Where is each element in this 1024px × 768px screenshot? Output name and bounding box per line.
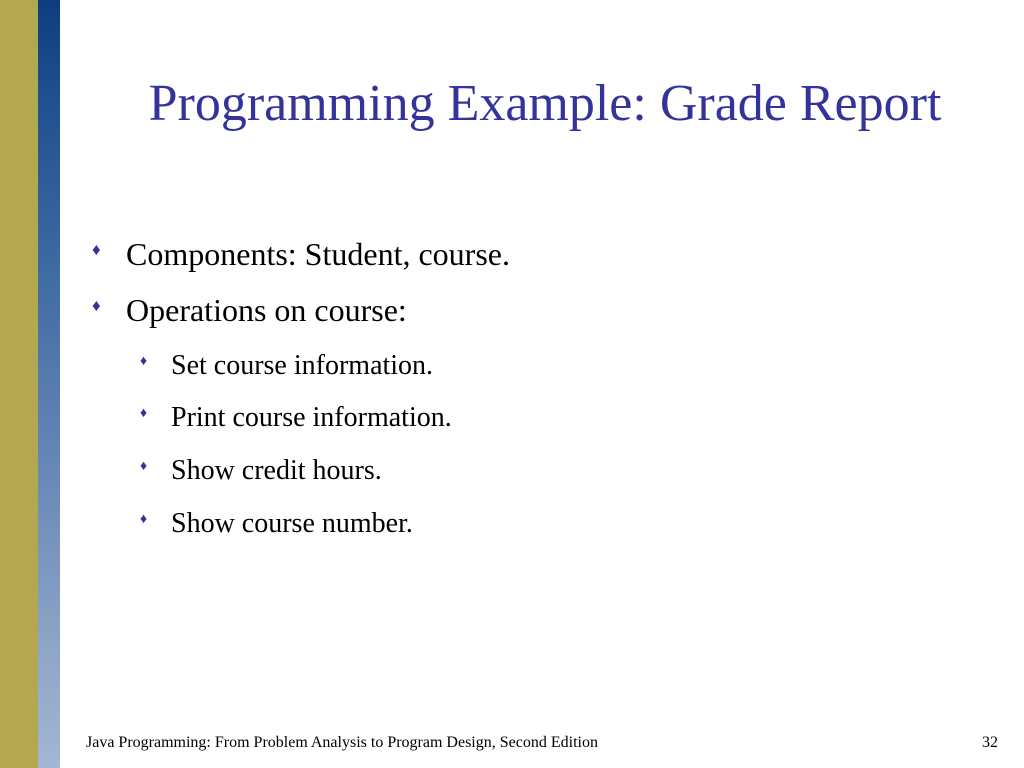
- footer-text: Java Programming: From Problem Analysis to Program Design, Second Edition: [86, 734, 598, 751]
- page-number: 32: [982, 734, 998, 751]
- bullet-text: Operations on course:: [126, 292, 407, 328]
- slide-title: Programming Example: Grade Report: [148, 75, 942, 132]
- sub-bullet-item: [140, 455, 382, 487]
- sub-bullet-text: Set course information.: [171, 350, 434, 381]
- bullet-item: [92, 236, 510, 272]
- sub-bullet-item: [140, 508, 413, 540]
- diamond-bullet-icon: ♦: [140, 354, 148, 369]
- sub-bullet-item: [140, 350, 433, 382]
- diamond-bullet-icon: ♦: [140, 512, 148, 527]
- diamond-bullet-icon: ♦: [92, 240, 101, 259]
- sub-bullet-text: Show credit hours.: [171, 455, 382, 486]
- sub-bullet-item: [140, 402, 452, 434]
- sub-bullet-text: Print course information.: [171, 402, 452, 433]
- diamond-bullet-icon: ♦: [140, 459, 148, 474]
- bullet-item: [92, 292, 407, 328]
- diamond-bullet-icon: ♦: [92, 296, 101, 315]
- sub-bullet-text: Show course number.: [171, 508, 413, 539]
- bullet-text: Components: Student, course.: [126, 236, 510, 272]
- diamond-bullet-icon: ♦: [140, 406, 148, 421]
